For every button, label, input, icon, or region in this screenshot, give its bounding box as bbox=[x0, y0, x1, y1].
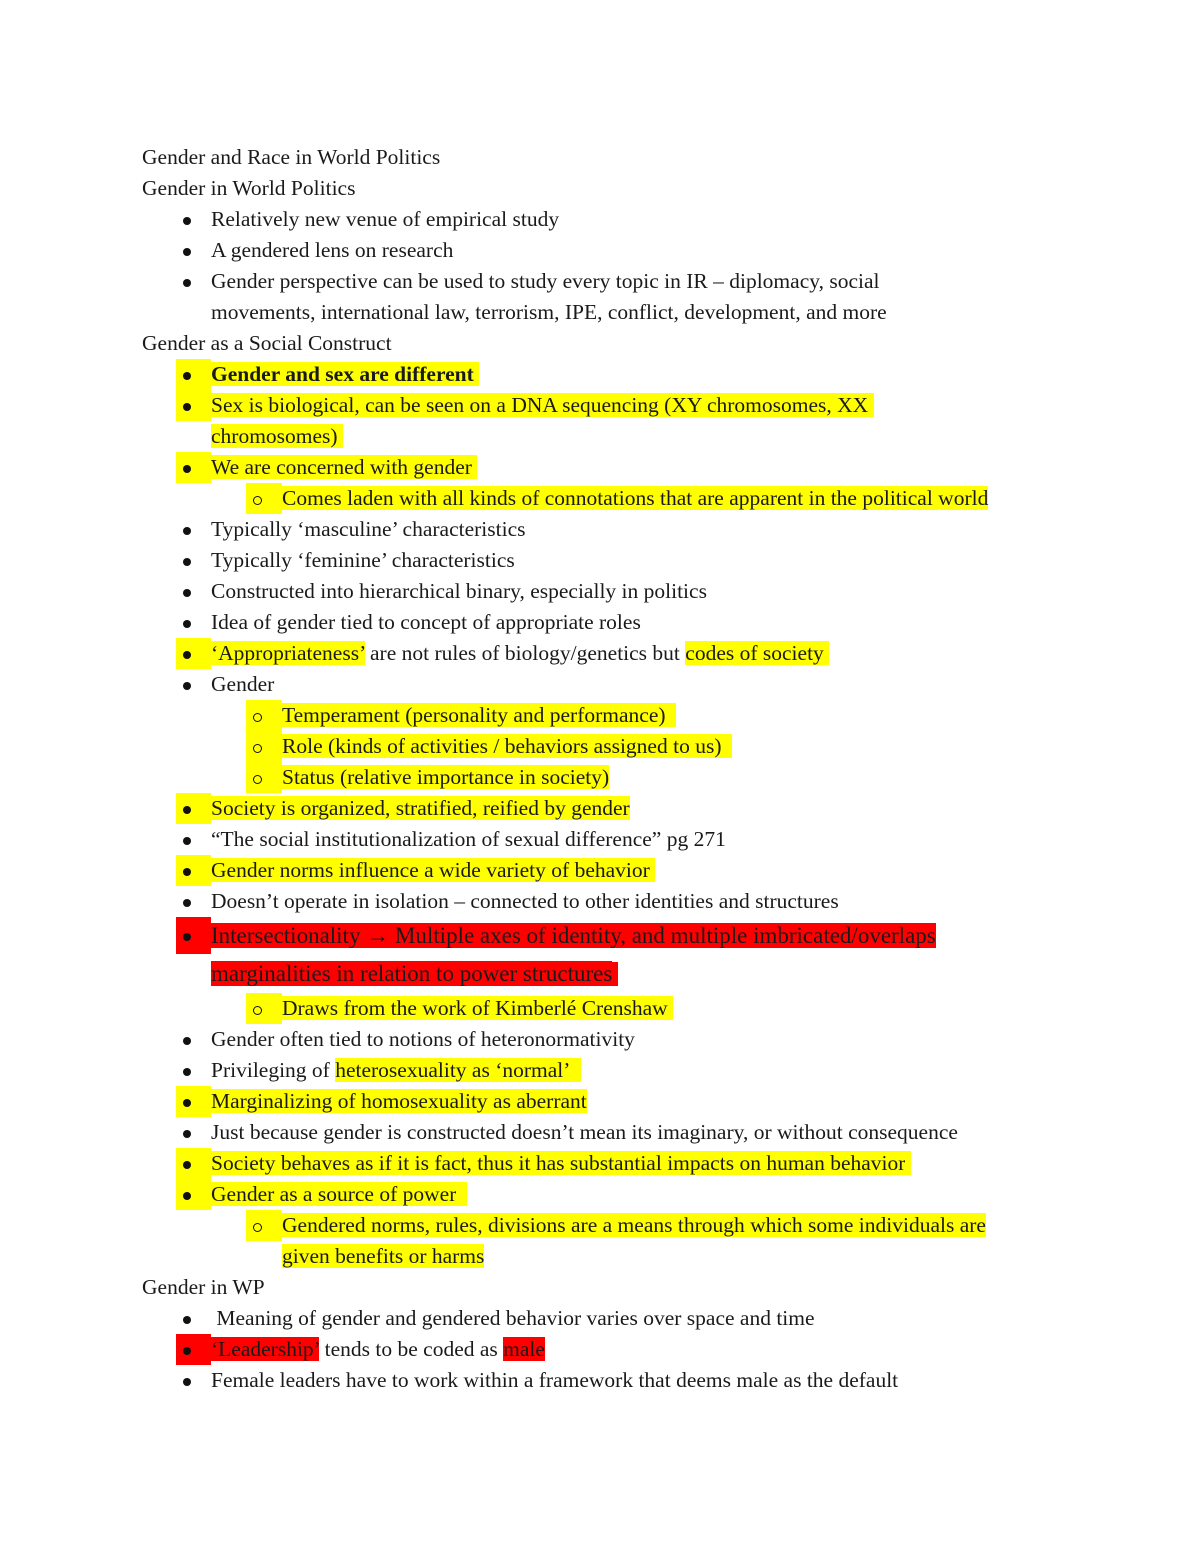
bullet-icon bbox=[178, 576, 196, 607]
list-item: Gender as a source of power bbox=[142, 1179, 1072, 1210]
bullet-icon bbox=[178, 917, 196, 954]
bullet-icon bbox=[178, 1055, 196, 1086]
list-item: Typically ‘masculine’ characteristics bbox=[142, 514, 1072, 545]
circle-bullet-icon bbox=[248, 993, 266, 1024]
sub-list-item: Comes laden with all kinds of connotations that are apparent in the political world bbox=[142, 483, 1072, 514]
sub-list-item: Draws from the work of Kimberlé Crenshaw bbox=[142, 993, 1072, 1024]
list-item: Doesn’t operate in isolation – connected to other identities and structures bbox=[142, 886, 1072, 917]
list-item: Just because gender is constructed doesn’t mean its imaginary, or without consequence bbox=[142, 1117, 1072, 1148]
list-item: Gender perspective can be used to study every topic in IR – diplomacy, social bbox=[142, 266, 1072, 297]
list-item: Sex is biological, can be seen on a DNA sequencing (XY chromosomes, XX bbox=[142, 390, 1072, 421]
list-item: Typically ‘feminine’ characteristics bbox=[142, 545, 1072, 576]
bullet-icon bbox=[178, 824, 196, 855]
circle-bullet-icon bbox=[248, 762, 266, 793]
bullet-icon bbox=[178, 452, 196, 483]
sub-list-item: Temperament (personality and performance) bbox=[142, 700, 1072, 731]
bullet-icon bbox=[178, 1148, 196, 1179]
list-item-continuation: chromosomes) bbox=[142, 421, 1072, 452]
list-item: Constructed into hierarchical binary, especially in politics bbox=[142, 576, 1072, 607]
bullet-icon bbox=[178, 359, 196, 390]
bullet-icon bbox=[178, 204, 196, 235]
list-item: Marginalizing of homosexuality as aberrant bbox=[142, 1086, 1072, 1117]
bullet-icon bbox=[178, 266, 196, 297]
bullet-icon bbox=[178, 1334, 196, 1365]
document-title: Gender and Race in World Politics bbox=[142, 145, 441, 169]
list-item: Meaning of gender and gendered behavior varies over space and time bbox=[142, 1303, 1072, 1334]
list-item-continuation: movements, international law, terrorism, IPE, conflict, development, and more bbox=[211, 300, 887, 324]
sub-list-item: Gendered norms, rules, divisions are a means through which some individuals are bbox=[142, 1210, 1072, 1241]
circle-bullet-icon bbox=[248, 1210, 266, 1241]
sub-list-item: Status (relative importance in society) bbox=[142, 762, 1072, 793]
bullet-icon bbox=[178, 886, 196, 917]
notes-body bbox=[142, 142, 1072, 1396]
bullet-icon bbox=[178, 545, 196, 576]
section-heading: Gender in World Politics bbox=[142, 176, 356, 200]
list-item: A gendered lens on research bbox=[142, 235, 1072, 266]
bullet-icon bbox=[178, 1179, 196, 1210]
list-item: Privileging of heterosexuality as ‘normal’ bbox=[142, 1055, 1072, 1086]
bullet-icon bbox=[178, 638, 196, 669]
circle-bullet-icon bbox=[248, 700, 266, 731]
list-item: Society behaves as if it is fact, thus it has substantial impacts on human behavior bbox=[142, 1148, 1072, 1179]
bullet-icon bbox=[178, 1086, 196, 1117]
list-item: Intersectionality → Multiple axes of identity, and multiple imbricated/overlaps bbox=[142, 917, 1072, 955]
sub-list-item-continuation: given benefits or harms bbox=[282, 1244, 485, 1268]
section-heading: Gender as a Social Construct bbox=[142, 331, 392, 355]
list-item-continuation: marginalities in relation to power structures bbox=[142, 955, 1072, 993]
circle-bullet-icon bbox=[248, 731, 266, 762]
list-item: Gender and sex are different bbox=[142, 359, 1072, 390]
bullet-icon bbox=[178, 1365, 196, 1396]
bullet-icon bbox=[178, 1303, 196, 1334]
bullet-icon bbox=[178, 390, 196, 421]
bullet-icon bbox=[178, 514, 196, 545]
list-item: “The social institutionalization of sexual difference” pg 271 bbox=[142, 824, 1072, 855]
bullet-icon bbox=[178, 793, 196, 824]
sub-list-item: Role (kinds of activities / behaviors assigned to us) bbox=[142, 731, 1072, 762]
list-item: Relatively new venue of empirical study bbox=[142, 204, 1072, 235]
bullet-icon bbox=[178, 1024, 196, 1055]
bullet-icon bbox=[178, 607, 196, 638]
list-item: We are concerned with gender bbox=[142, 452, 1072, 483]
list-item: Idea of gender tied to concept of appropriate roles bbox=[142, 607, 1072, 638]
list-item: Gender bbox=[142, 669, 1072, 700]
list-item: ‘Appropriateness’ are not rules of biology/genetics but codes of society bbox=[142, 638, 1072, 669]
list-item: Society is organized, stratified, reified by gender bbox=[142, 793, 1072, 824]
list-item: Female leaders have to work within a framework that deems male as the default bbox=[142, 1365, 1072, 1396]
bullet-icon bbox=[178, 855, 196, 886]
bullet-icon bbox=[178, 235, 196, 266]
bullet-icon bbox=[178, 1117, 196, 1148]
bullet-icon bbox=[178, 669, 196, 700]
section-heading: Gender in WP bbox=[142, 1275, 265, 1299]
list-item: ‘Leadership’ tends to be coded as male bbox=[142, 1334, 1072, 1365]
circle-bullet-icon bbox=[248, 483, 266, 514]
list-item: Gender norms influence a wide variety of behavior bbox=[142, 855, 1072, 886]
list-item: Gender often tied to notions of heteronormativity bbox=[142, 1024, 1072, 1055]
